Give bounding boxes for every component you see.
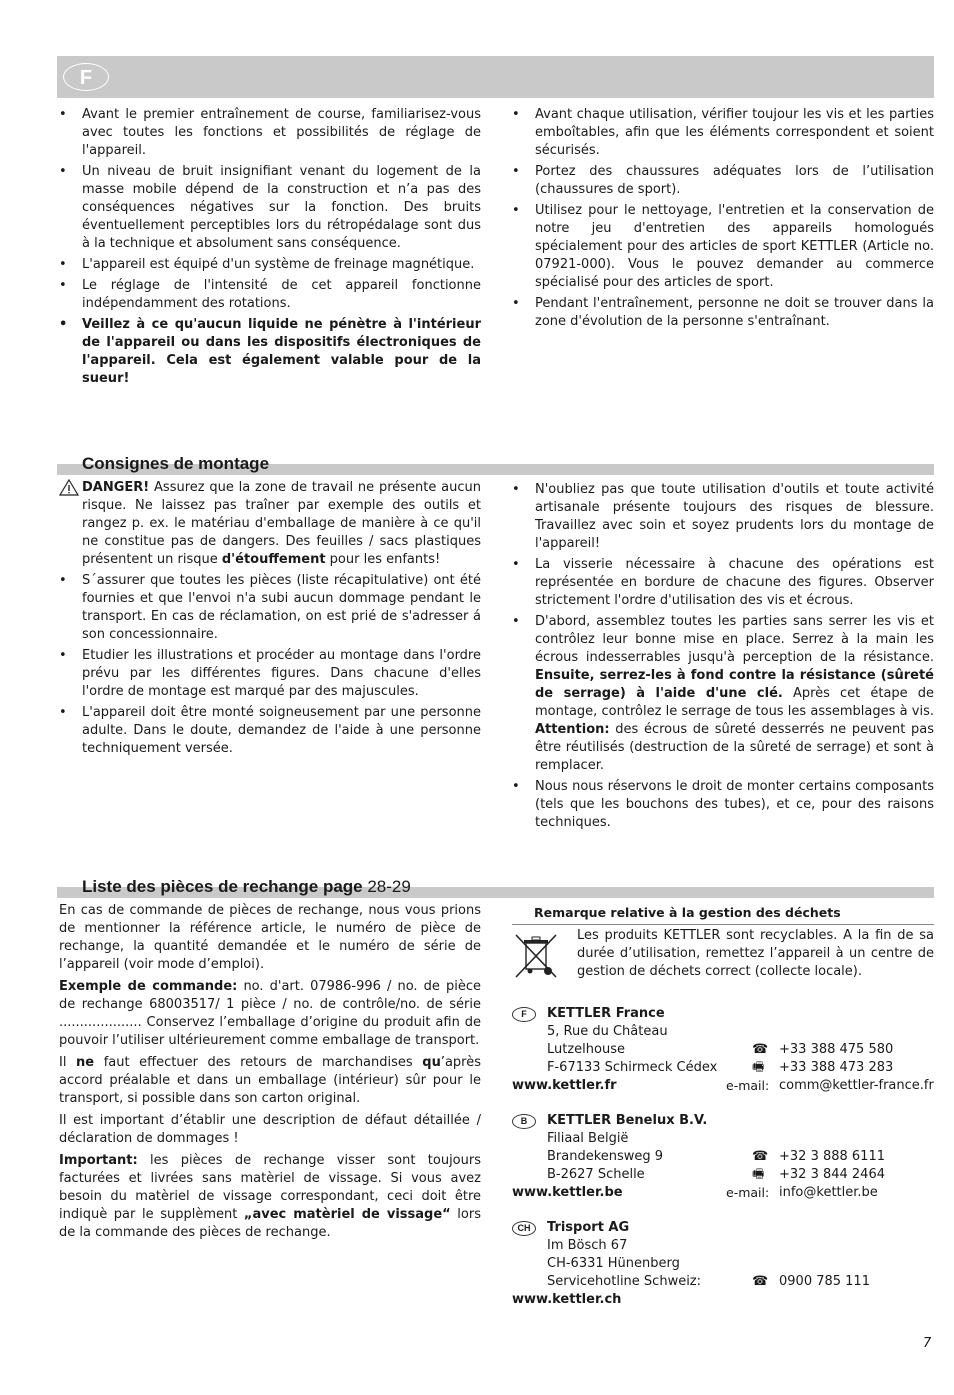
danger-text: Assurez que la zone de travail ne présente aucun risque. Ne laissez pas traîner par exemple des outils et rangez p. ex. le matériau d'emballage de manière à ce qu'il ne constitue pas de dangers. Des feuilles / sacs plastiques présentent un risque: [82, 480, 481, 567]
dealer-phone: +33 388 475 580: [779, 1042, 894, 1057]
dealer-fax: +32 3 844 2464: [779, 1167, 885, 1182]
dealer-address: CH-6331 Hünenberg: [547, 1256, 680, 1271]
important-label: Important:: [59, 1153, 138, 1168]
crossed-bin-icon: [512, 931, 560, 981]
waste-note: [512, 927, 934, 981]
list-item: • L'appareil doit être monté soigneusement par une personne adulte. Dans le doute, demandez de l'aide à une personne techniquement versée.: [59, 704, 481, 758]
dealer-fax: +33 388 473 283: [779, 1060, 894, 1075]
dealer-name: KETTLER Benelux B.V.: [547, 1113, 708, 1128]
order-example-text: no. d'art. 07986-996 / no. de pièce de rechange 68003517/ 1 pièce / no. de contrôle/no. de série .................... Conservez l’emballage d’origine du produit afin de pouvoir l’utiliser ultérieurement comme emballage de transport.: [59, 979, 481, 1048]
p3-b: faut effectuer des retours de marchandises: [94, 1055, 423, 1070]
parts-page-ref: 28-29: [367, 877, 411, 896]
country-badge: B: [512, 1114, 536, 1129]
item3-e: des écrous de sûreté desserrés ne peuvent pas être réutilisés (destruction de la sûreté de serrage) et sont à remplacer.: [535, 722, 934, 773]
dealer-address: Lutzelhouse: [547, 1042, 625, 1057]
phone-icon: ☎: [752, 1042, 769, 1057]
language-badge: F: [63, 63, 109, 91]
list-item: • Un niveau de bruit insignifiant venant du logement de la masse mobile dépend de la construction et n’a pas des conséquences négatives sur la fonction. Des bruits éventuellement perceptibles lors du rétropédalage sont dus à la technique et absolument sans conséquence.: [59, 163, 481, 253]
fax-icon: 🖷: [752, 1167, 765, 1182]
dealer-phone: 0900 785 111: [779, 1274, 870, 1289]
waste-title: Remarque relative à la gestion des déchets: [512, 904, 934, 925]
parts-paragraph: En cas de commande de pièces de rechange, nous vous prions de mentionner la référence article, le numéro de pièce de rechange, la quantité demandée et le numéro de série de l’appareil (voir mode d’emploi).: [59, 903, 481, 972]
phone-icon: ☎: [752, 1274, 769, 1289]
p3-a: Il: [59, 1055, 77, 1070]
parts-left-column: [59, 902, 481, 1246]
item3-d: Attention:: [535, 722, 610, 737]
item3-c: Après cet étape de montage, contrôlez le serrage de tous les assemblages à vis.: [535, 686, 935, 719]
danger-note: [59, 479, 481, 569]
danger-end: pour les enfants!: [325, 552, 441, 567]
dealer-name: Trisport AG: [547, 1220, 630, 1235]
dealer-email[interactable]: comm@kettler-france.fr: [779, 1078, 934, 1093]
dealer-address: B-2627 Schelle: [547, 1167, 645, 1182]
list-item: • Avant le premier entraînement de course, familiarisez-vous avec toutes les fonctions et possibilités de réglage de l'appareil.: [59, 106, 481, 160]
montage-left-column: [59, 479, 481, 761]
p3-c: ’après accord préalable et dans un emballage (intérieur) sûr pour le transport, si possible dans son carton original.: [59, 1055, 482, 1106]
parts-right-column: [512, 904, 934, 1309]
danger-bold: d'étouffement: [221, 552, 326, 567]
danger-label: DANGER!: [82, 480, 150, 495]
p3-qu: qu: [422, 1055, 441, 1070]
dealer-address: F-67133 Schirmeck Cédex: [547, 1060, 718, 1075]
p3-ne: ne: [76, 1055, 95, 1070]
parts-paragraph: Il est important d’établir une description de défaut détaillée / déclaration de dommages !: [59, 1113, 481, 1146]
intro-left-column: [59, 106, 481, 391]
p5-end: lors de la commande des pièces de rechange.: [59, 1207, 481, 1240]
dealer-address: Im Bösch 67: [547, 1238, 628, 1253]
dealer-address: Brandekensweg 9: [547, 1149, 664, 1164]
list-item: • S´assurer que toutes les pièces (liste récapitulative) ont été fournies et que l'envoi n'a subi aucun dommage pendant le transport. En cas de réclamation, on est prié de s'adresser á son concessionnaire.: [59, 572, 481, 644]
p5-bold: „avec matèriel de vissage“: [243, 1207, 451, 1222]
fax-icon: 🖷: [752, 1060, 765, 1075]
section-title: [82, 876, 411, 898]
list-item: • L'appareil est équipé d'un système de freinage magnétique.: [59, 256, 481, 274]
item3-a: D'abord, assemblez toutes les parties sans serrer les vis et contrôlez leur bonne mise en place. Serrez à la main les écrous indesserrables jusqu'à perception de la résistance.: [535, 614, 934, 665]
montage-right-column: [512, 481, 934, 835]
language-header-bar: [57, 56, 934, 98]
list-item: • Nous nous réservons le droit de monter certains composants (tels que les bouchons des tubes), et ce, pour des raisons techniques.: [512, 778, 934, 832]
dealer-address: Filiaal België: [547, 1131, 629, 1146]
dealer-benelux: [512, 1112, 934, 1202]
item3-b: Ensuite, serrez-les à fond contre la résistance (sûreté de serrage) à l'aide d'une clé.: [535, 668, 934, 701]
parts-paragraph: [59, 1152, 481, 1242]
waste-text: Les produits KETTLER sont recyclables. A la fin de sa durée d’utilisation, remettez l’appareil à un centre de gestion de déchets correct (collecte locale).: [577, 928, 934, 979]
country-badge: F: [512, 1007, 536, 1022]
dealer-email[interactable]: info@kettler.be: [779, 1185, 878, 1200]
parts-paragraph: [59, 1054, 481, 1108]
list-item: • Avant chaque utilisation, vérifier toujour les vis et les parties emboîtables, afin que les éléments correspondent et soient sécurisés.: [512, 106, 934, 160]
section-title: Consignes de montage: [82, 454, 270, 473]
dealer-switzerland: [512, 1219, 934, 1309]
page-number: 7: [923, 1336, 932, 1351]
dealer-website[interactable]: www.kettler.fr: [512, 1078, 617, 1093]
list-item: • Pendant l'entraînement, personne ne doit se trouver dans la zone d'évolution de la personne s'entraînant.: [512, 295, 934, 331]
country-badge: CH: [512, 1221, 536, 1236]
order-example-label: Exemple de commande:: [59, 979, 238, 994]
intro-right-column: [512, 106, 934, 334]
parts-title-text: Liste des pièces de rechange page: [82, 877, 368, 896]
parts-paragraph: [59, 978, 481, 1050]
list-item: • Utilisez pour le nettoyage, l'entretien et la conservation de notre jeu d'entretien des appareils homologués spécialement pour des articles de sport KETTLER (Article no. 07921-000). Vous le pouvez demander au commerce spécialisé pour des articles de sport.: [512, 202, 934, 292]
dealer-address: Servicehotline Schweiz:: [547, 1274, 702, 1289]
list-item-warning: • Veillez à ce qu'aucun liquide ne pénètre à l'intérieur de l'appareil ou dans les dispositifs électroniques de l'appareil. Cela est également valable pour de la sueur!: [59, 316, 481, 388]
section-header-montage: [57, 451, 934, 475]
dealer-name: KETTLER France: [547, 1006, 665, 1021]
dealer-website[interactable]: www.kettler.be: [512, 1185, 623, 1200]
list-item: • Le réglage de l'intensité de cet appareil fonctionne indépendamment des rotations.: [59, 277, 481, 313]
list-item: • N'oubliez pas que toute utilisation d'outils et toute activité artisanale présente toujours des risques de blessure. Travaillez avec soin et soyez prudents lors du montage de l'appareil!: [512, 481, 934, 553]
dealer-website[interactable]: www.kettler.ch: [512, 1292, 622, 1307]
dealer-phone: +32 3 888 6111: [779, 1149, 885, 1164]
list-item: • Portez des chaussures adéquates lors de l’utilisation (chaussures de sport).: [512, 163, 934, 199]
dealer-france: [512, 1005, 934, 1095]
dealer-address: 5, Rue du Château: [547, 1024, 668, 1039]
phone-icon: ☎: [752, 1149, 769, 1164]
list-item: [512, 613, 934, 775]
email-label: e-mail:: [726, 1185, 770, 1200]
warning-triangle-icon: [59, 479, 79, 496]
p5-text: les pièces de rechange visser sont toujours facturées et livrées sans matèriel de vissage. Si vous avez besoin du matèriel de vissage correspondant, ceci doit être indiquè par le supplèment: [59, 1153, 481, 1222]
list-item: • La visserie nécessaire à chacune des opérations est représentée en bordure de chacune des figures. Observer strictement l'ordre d'utilisation des vis et écrous.: [512, 556, 934, 610]
section-header-parts: [57, 874, 934, 898]
list-item: • Etudier les illustrations et procéder au montage dans l'ordre prévu par les différentes figures. Dans chacune d'elles l'ordre de montage est marqué par des majuscules.: [59, 647, 481, 701]
email-label: e-mail:: [726, 1078, 770, 1093]
